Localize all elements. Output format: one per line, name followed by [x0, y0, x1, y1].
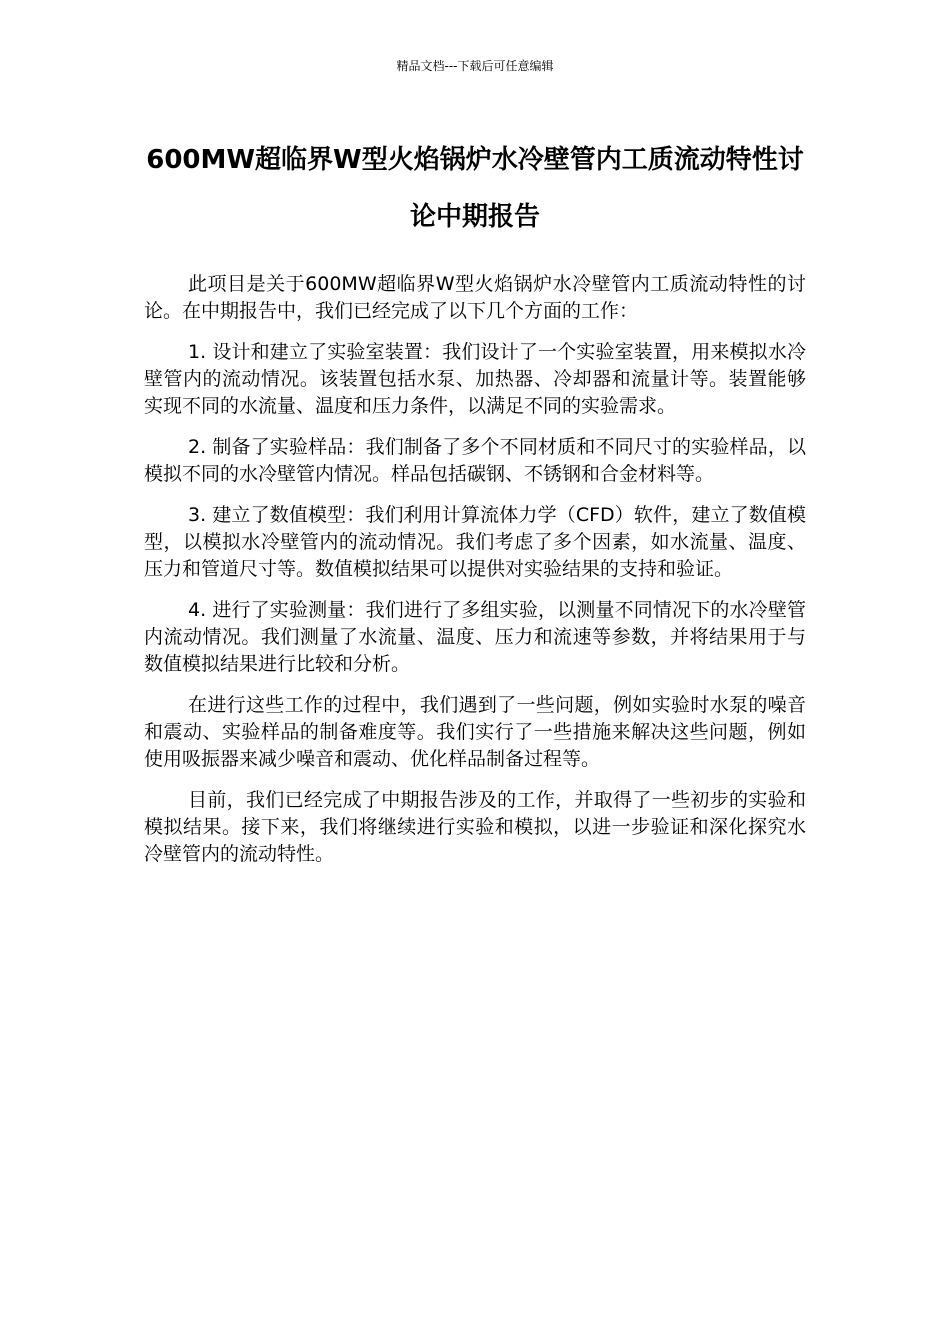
paragraph-item-1: 1. 设计和建立了实验室装置：我们设计了一个实验室装置，用来模拟水冷壁管内的流动情况。该装置包括水泵、加热器、冷却器和流量计等。装置能够实现不同的水流量、温度和压力条件，以满足不同的实验需求。 — [144, 341, 806, 417]
paragraph-item-3: 3. 建立了数值模型：我们利用计算流体力学（CFD）软件，建立了数值模型，以模拟水冷壁管内的流动情况。我们考虑了多个因素，如水流量、温度、压力和管道尺寸等。数值模拟结果可以提供对实验结果的支持和验证。 — [144, 504, 806, 580]
header-note: 精品文档---下载后可任意编辑 — [396, 59, 554, 73]
paragraph-problems: 在进行这些工作的过程中，我们遇到了一些问题，例如实验时水泵的噪音和震动、实验样品的制备难度等。我们实行了一些措施来解决这些问题，例如使用吸振器来减少噪音和震动、优化样品制备过程等。 — [144, 694, 806, 770]
paragraph-item-4: 4. 进行了实验测量：我们进行了多组实验，以测量不同情况下的水冷壁管内流动情况。我们测量了水流量、温度、压力和流速等参数，并将结果用于与数值模拟结果进行比较和分析。 — [144, 599, 806, 675]
document-body — [144, 271, 806, 882]
document-title: 600MW超临界W型火焰锅炉水冷壁管内工质流动特性讨论中期报告 — [146, 145, 804, 232]
paragraph-conclusion: 目前，我们已经完成了中期报告涉及的工作，并取得了一些初步的实验和模拟结果。接下来，我们将继续进行实验和模拟，以进一步验证和深化探究水冷壁管内的流动特性。 — [144, 789, 806, 865]
paragraph-item-2: 2. 制备了实验样品：我们制备了多个不同材质和不同尺寸的实验样品，以模拟不同的水冷壁管内情况。样品包括碳钢、不锈钢和合金材料等。 — [144, 436, 806, 485]
paragraph-intro: 此项目是关于600MW超临界W型火焰锅炉水冷壁管内工质流动特性的讨论。在中期报告中，我们已经完成了以下几个方面的工作： — [144, 273, 806, 322]
